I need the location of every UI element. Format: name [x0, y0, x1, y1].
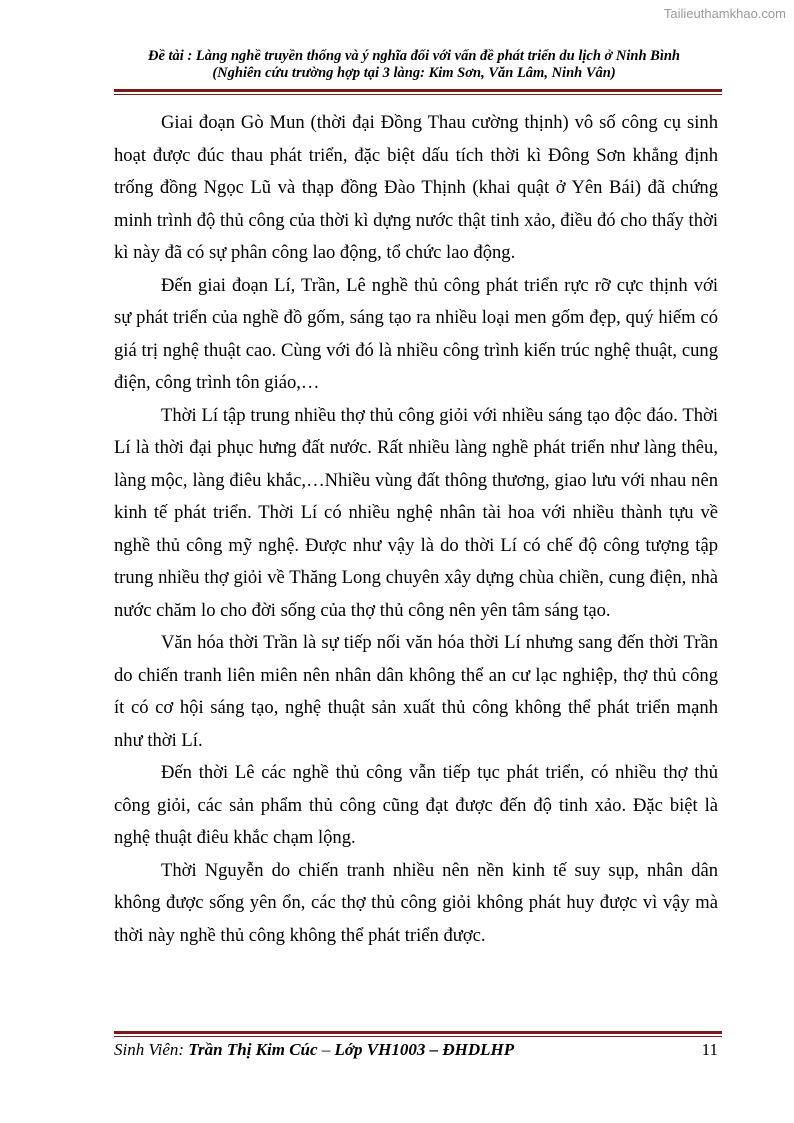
paragraph: Thời Lí tập trung nhiều thợ thủ công giỏi với nhiều sáng tạo độc đáo. Thời Lí là thời đại phục hưng đất nước. Rất nhiều làng nghề phát triển như làng thêu, làng mộc, làng điêu khắc,…Nhiều vùng đất thông thương, giao lưu với nhau nên kinh tế phát triển. Thời Lí có nhiều nghệ nhân tài hoa với nhiều thành tựu về nghề thủ công mỹ nghệ. Được như vậy là do thời Lí có chế độ công tượng tập trung nhiều thợ giỏi về Thăng Long chuyên xây dựng chùa chiền, cung điện, nhà nước chăm lo cho đời sống của thợ thủ công nên yên tâm sáng tạo. [114, 404, 718, 621]
page-footer [114, 1040, 718, 1060]
header-title: Đề tài : Làng nghề truyền thống và ý nghĩa đối với vấn đề phát triển du lịch ở Ninh Bình [148, 48, 680, 64]
paragraph: Văn hóa thời Trần là sự tiếp nối văn hóa thời Lí nhưng sang đến thời Trần do chiến tranh liên miên nên nhân dân không thể an cư lạc nghiệp, thợ thủ công ít có cơ hội sáng tạo, nghệ thuật sản xuất thủ công không thể phát triển mạnh như thời Lí. [114, 632, 718, 751]
footer-label: Sinh Viên: [114, 1040, 189, 1059]
paragraph: Thời Nguyễn do chiến tranh nhiều nên nền kinh tế suy sụp, nhân dân không được sống yên ổn, các thợ thủ công giỏi không phát huy được vì vậy mà thời này nghề thủ công không thể phát triển được. [114, 859, 718, 946]
footer-student-info [114, 1040, 514, 1060]
watermark-text: Tailieuthamkhao.com [663, 6, 786, 21]
footer-divider [114, 1031, 722, 1034]
page-number: 11 [701, 1040, 718, 1059]
document-body [114, 107, 718, 952]
paragraph: Giai đoạn Gò Mun (thời đại Đồng Thau cường thịnh) vô số công cụ sinh hoạt được đúc thau phát triển, đặc biệt dấu tích thời kì Đông Sơn khẳng định trống đồng Ngọc Lũ và thạp đồng Đào Thịnh (khai quật ở Yên Bái) đã chứng minh trình độ thủ công của thời kì dựng nước thật tinh xảo, điều đó cho thấy thời kì này đã có sự phân công lao động, tổ chức lao động. [114, 112, 718, 263]
footer-divider-thin [114, 1036, 722, 1037]
header-divider [114, 89, 722, 92]
footer-student-name: Trần Thị Kim Cúc [188, 1040, 318, 1059]
footer-separator: – [317, 1040, 335, 1059]
header-subtitle: (Nghiên cứu trường hợp tại 3 làng: Kim Sơn, Văn Lâm, Ninh Vân) [212, 65, 616, 81]
page-header [114, 48, 714, 82]
paragraph: Đến giai đoạn Lí, Trần, Lê nghề thủ công phát triển rực rỡ cực thịnh với sự phát triển của nghề đồ gốm, sáng tạo ra nhiều loại men gốm đẹp, quý hiếm có giá trị nghệ thuật cao. Cùng với đó là nhiều công trình kiến trúc nghệ thuật, cung điện, công trình tôn giáo,… [114, 274, 718, 393]
paragraph: Đến thời Lê các nghề thủ công vẫn tiếp tục phát triển, có nhiều thợ thủ công giỏi, các sản phẩm thủ công cũng đạt được đến độ tinh xảo. Đặc biệt là nghệ thuật điêu khắc chạm lộng. [114, 762, 718, 848]
header-divider-thin [114, 94, 722, 95]
footer-class-info: Lớp VH1003 – ĐHDLHP [334, 1040, 515, 1059]
